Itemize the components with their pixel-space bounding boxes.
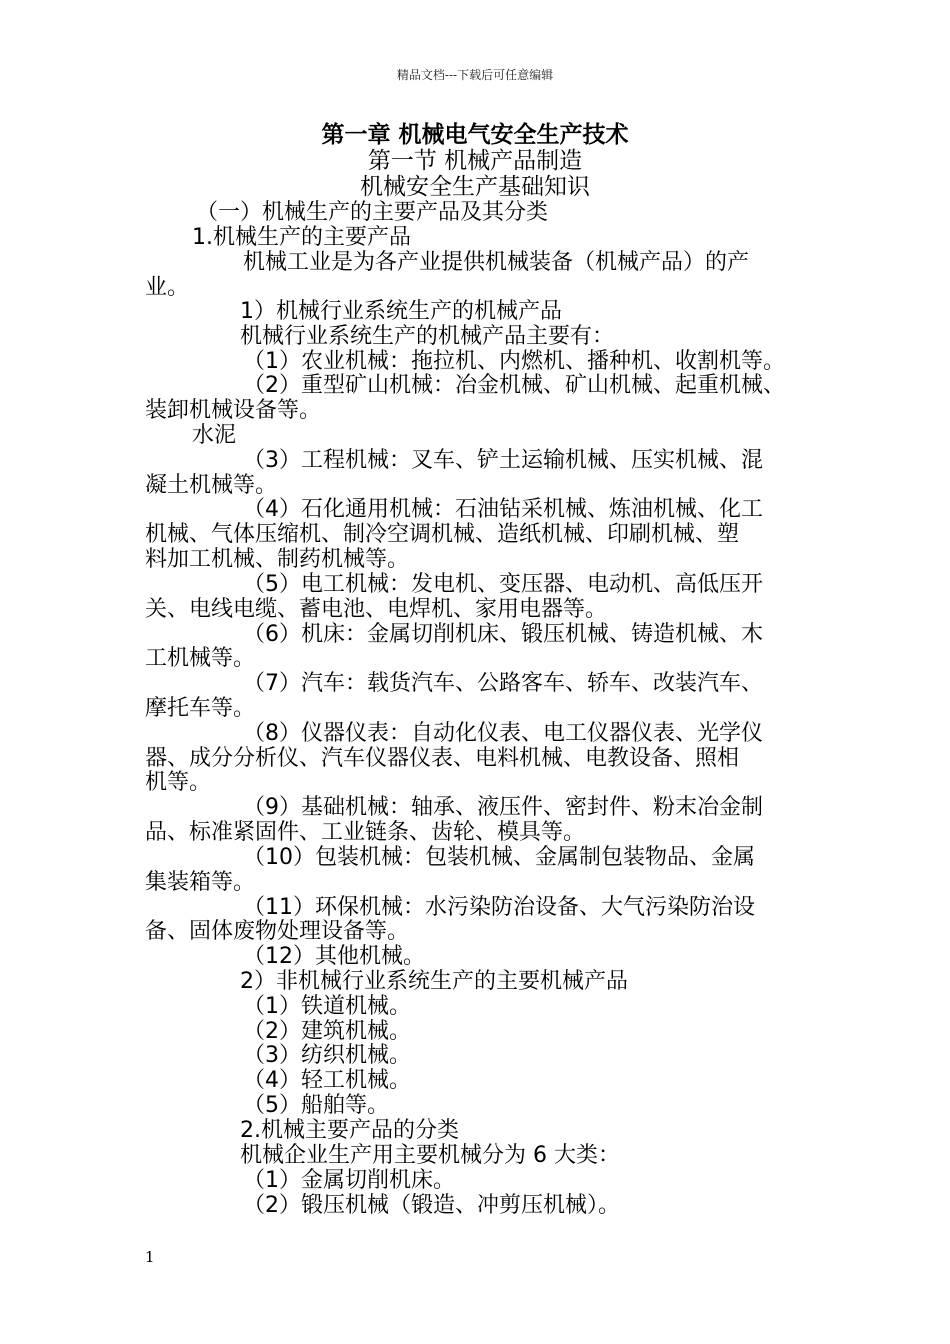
subheading: 2.机械主要产品的分类 bbox=[240, 1118, 459, 1143]
paragraph-line: 业。 bbox=[145, 275, 190, 300]
list-item: （2）建筑机械。 bbox=[243, 1019, 411, 1044]
section-title: 第一节 机械产品制造 bbox=[367, 148, 583, 174]
list-item-continuation: 装卸机械设备等。 bbox=[145, 398, 322, 423]
list-item: （1）金属切削机床。 bbox=[243, 1168, 455, 1193]
list-item: （7）汽车：载货汽车、公路客车、轿车、改装汽车、 bbox=[243, 671, 763, 696]
chapter-title: 第一章 机械电气安全生产技术 bbox=[321, 121, 629, 148]
heading-1: （一）机械生产的主要产品及其分类 bbox=[196, 200, 549, 225]
list-item-continuation: 摩托车等。 bbox=[145, 696, 256, 721]
list-item: （3）纺织机械。 bbox=[243, 1043, 411, 1068]
list-item-continuation: 集装箱等。 bbox=[145, 870, 256, 895]
list-item-continuation: 凝土机械等。 bbox=[145, 473, 278, 498]
list-item-continuation: 机等。 bbox=[145, 770, 212, 795]
paragraph-line: 机械企业生产用主要机械分为 6 大类： bbox=[240, 1143, 620, 1168]
list-item: （12）其他机械。 bbox=[243, 944, 425, 969]
section-subtitle: 机械安全生产基础知识 bbox=[360, 174, 590, 200]
subheading: 1.机械生产的主要产品 bbox=[192, 225, 411, 250]
page-header: 精品文档---下载后可任意编辑 bbox=[396, 68, 554, 82]
list-item: （1）铁道机械。 bbox=[243, 994, 411, 1019]
list-item-continuation: 关、电线电缆、蓄电池、电焊机、家用电器等。 bbox=[145, 597, 608, 622]
list-item: （5）电工机械：发电机、变压器、电动机、高低压开 bbox=[243, 572, 763, 597]
list-item: （2）重型矿山机械：冶金机械、矿山机械、起重机械、 bbox=[243, 373, 785, 398]
list-item: （9）基础机械：轴承、液压件、密封件、粉末冶金制 bbox=[243, 795, 763, 820]
subheading: 1）机械行业系统生产的机械产品 bbox=[240, 299, 562, 324]
list-item: （2）锻压机械（锻造、冲剪压机械）。 bbox=[243, 1193, 620, 1218]
page-number: 1 bbox=[145, 1248, 155, 1266]
list-item-continuation: 备、固体废物处理设备等。 bbox=[145, 919, 410, 944]
list-item: （10）包装机械：包装机械、金属制包装物品、金属 bbox=[243, 845, 755, 870]
list-item: （5）船舶等。 bbox=[243, 1093, 389, 1118]
paragraph-line: 机械行业系统生产的机械产品主要有： bbox=[240, 324, 615, 349]
list-item-continuation: 料加工机械、制药机械等。 bbox=[145, 547, 410, 572]
list-item: （11）环保机械：水污染防治设备、大气污染防治设 bbox=[243, 895, 755, 920]
stray-text: 水泥 bbox=[192, 423, 237, 448]
list-item-continuation: 品、标准紧固件、工业链条、齿轮、模具等。 bbox=[145, 820, 586, 845]
list-item: （4）石化通用机械：石油钻采机械、炼油机械、化工 bbox=[243, 497, 763, 522]
list-item: （6）机床：金属切削机床、锻压机械、铸造机械、木 bbox=[243, 622, 763, 647]
paragraph-line: 机械工业是为各产业提供机械装备（机械产品）的产 bbox=[243, 250, 750, 275]
list-item: （8）仪器仪表：自动化仪表、电工仪器仪表、光学仪 bbox=[243, 721, 763, 746]
list-item-continuation: 器、成分分析仪、汽车仪器仪表、电料机械、电教设备、照相 bbox=[145, 746, 740, 771]
list-item-continuation: 工机械等。 bbox=[145, 646, 256, 671]
list-item: （1）农业机械：拖拉机、内燃机、播种机、收割机等。 bbox=[243, 349, 785, 374]
list-item-continuation: 机械、气体压缩机、制冷空调机械、造纸机械、印刷机械、塑 bbox=[145, 522, 740, 547]
list-item: （3）工程机械：叉车、铲土运输机械、压实机械、混 bbox=[243, 448, 763, 473]
list-item: （4）轻工机械。 bbox=[243, 1068, 411, 1093]
subheading: 2）非机械行业系统生产的主要机械产品 bbox=[240, 969, 628, 994]
